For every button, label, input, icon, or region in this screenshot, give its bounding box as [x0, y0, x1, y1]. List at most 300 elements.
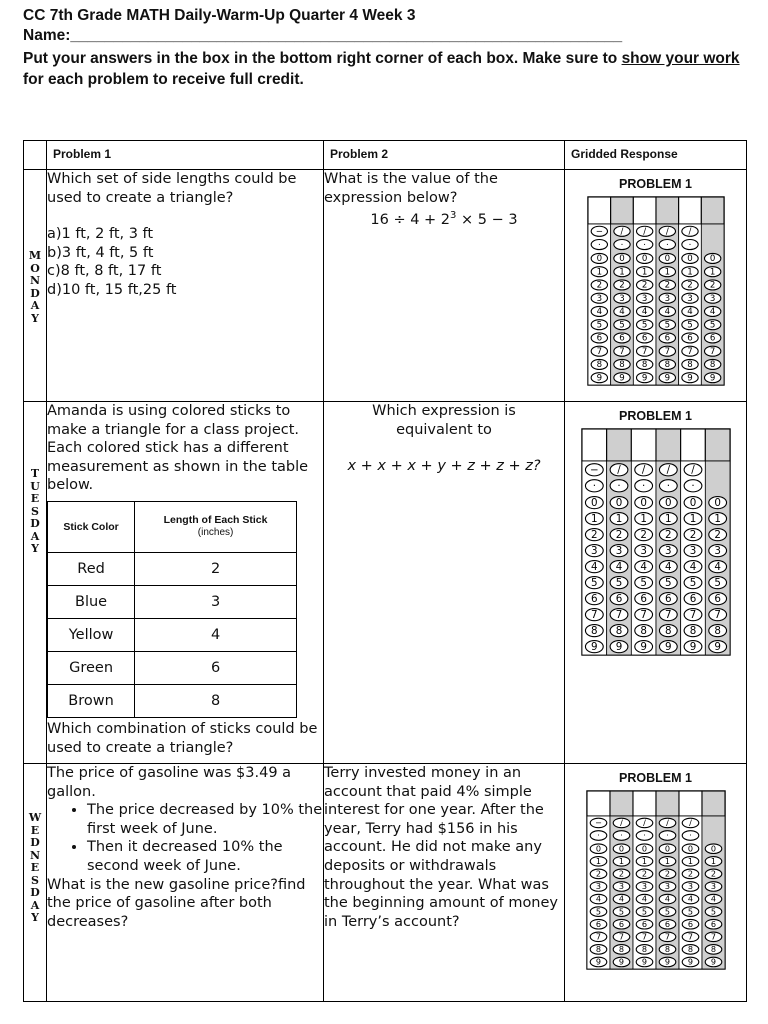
decimal-point-bubble[interactable] — [634, 480, 652, 492]
digit-bubble[interactable] — [585, 641, 603, 653]
decimal-point-bubble[interactable] — [659, 830, 676, 840]
digit-bubble[interactable] — [610, 609, 628, 621]
digit-bubble[interactable] — [585, 529, 603, 541]
digit-bubble[interactable] — [684, 641, 702, 653]
digit-bubble[interactable] — [659, 497, 677, 509]
wednesday-problem1 — [47, 764, 324, 1002]
digit-bubble[interactable] — [636, 306, 652, 317]
svg-text:6: 6 — [713, 592, 721, 605]
decimal-point-bubble[interactable] — [591, 240, 607, 251]
digit-bubble[interactable] — [682, 843, 699, 853]
digit-bubble[interactable] — [659, 881, 676, 891]
tuesday-p2-question: Which expression is equivalent to — [372, 403, 516, 438]
digit-bubble[interactable] — [708, 609, 726, 621]
digit-bubble[interactable] — [681, 280, 697, 291]
digit-bubble[interactable] — [636, 293, 652, 304]
digit-bubble[interactable] — [636, 267, 652, 278]
digit-bubble[interactable] — [585, 513, 603, 525]
svg-text:3: 3 — [687, 881, 693, 892]
digit-bubble[interactable] — [634, 513, 652, 525]
digit-bubble[interactable] — [682, 881, 699, 891]
svg-text:4: 4 — [664, 560, 672, 573]
digit-bubble[interactable] — [681, 373, 697, 384]
digit-bubble[interactable] — [708, 641, 726, 653]
svg-text:9: 9 — [639, 640, 647, 653]
svg-text:2: 2 — [686, 280, 693, 291]
svg-text:9: 9 — [689, 640, 696, 653]
negative-sign-bubble[interactable] — [585, 464, 603, 476]
svg-text:8: 8 — [664, 360, 670, 371]
digit-bubble[interactable] — [585, 545, 603, 557]
digit-bubble[interactable] — [682, 894, 699, 904]
monday-answer-grid[interactable] — [587, 196, 725, 386]
svg-text:9: 9 — [664, 956, 670, 967]
svg-text:9: 9 — [641, 373, 647, 384]
digit-bubble[interactable] — [590, 944, 607, 954]
answer-entry-box[interactable] — [678, 197, 701, 224]
digit-bubble[interactable] — [590, 869, 607, 879]
digit-bubble[interactable] — [659, 267, 675, 278]
digit-bubble[interactable] — [613, 894, 630, 904]
stick-length: 4 — [135, 618, 297, 651]
digit-bubble[interactable] — [684, 513, 702, 525]
digit-bubble[interactable] — [591, 306, 607, 317]
digit-bubble[interactable] — [708, 593, 726, 605]
fraction-bar-bubble[interactable] — [610, 464, 628, 476]
svg-text:4: 4 — [709, 307, 715, 318]
digit-bubble[interactable] — [684, 545, 702, 557]
decimal-point-bubble[interactable] — [590, 830, 607, 840]
digit-bubble[interactable] — [591, 333, 607, 344]
digit-bubble[interactable] — [634, 529, 652, 541]
decimal-point-bubble[interactable] — [585, 480, 603, 492]
digit-bubble[interactable] — [590, 931, 607, 941]
digit-bubble[interactable] — [636, 881, 653, 891]
answer-entry-box[interactable] — [606, 429, 631, 461]
digit-bubble[interactable] — [636, 253, 652, 264]
digit-bubble[interactable] — [585, 609, 603, 621]
digit-bubble[interactable] — [705, 919, 722, 929]
digit-bubble[interactable] — [704, 267, 720, 278]
digit-bubble[interactable] — [610, 545, 628, 557]
svg-text:9: 9 — [686, 373, 693, 384]
answer-entry-box[interactable] — [680, 429, 705, 461]
digit-bubble[interactable] — [636, 333, 652, 344]
digit-bubble[interactable] — [636, 869, 653, 879]
svg-text:2: 2 — [664, 280, 670, 291]
digit-bubble[interactable] — [681, 320, 697, 331]
digit-bubble[interactable] — [659, 293, 675, 304]
svg-text:3: 3 — [686, 293, 693, 304]
day-letter: S — [31, 873, 39, 887]
digit-bubble[interactable] — [708, 513, 726, 525]
day-letter: N — [29, 274, 41, 287]
digit-bubble[interactable] — [704, 280, 720, 291]
digit-bubble[interactable] — [705, 843, 722, 853]
digit-bubble[interactable] — [636, 280, 652, 291]
digit-bubble[interactable] — [585, 497, 603, 509]
digit-bubble[interactable] — [613, 944, 630, 954]
decimal-point-bubble[interactable] — [659, 480, 677, 492]
digit-bubble[interactable] — [659, 333, 675, 344]
digit-bubble[interactable] — [659, 931, 676, 941]
digit-bubble[interactable] — [636, 856, 653, 866]
answer-entry-box[interactable] — [679, 791, 702, 816]
digit-bubble[interactable] — [659, 513, 677, 525]
digit-bubble[interactable] — [659, 545, 677, 557]
digit-bubble[interactable] — [704, 333, 720, 344]
digit-bubble[interactable] — [610, 593, 628, 605]
svg-text:2: 2 — [710, 868, 716, 879]
digit-bubble[interactable] — [708, 497, 726, 509]
digit-bubble[interactable] — [636, 957, 653, 967]
svg-text:4: 4 — [687, 893, 693, 904]
digit-bubble[interactable] — [659, 593, 677, 605]
digit-bubble[interactable] — [659, 843, 676, 853]
svg-text:4: 4 — [686, 307, 693, 318]
digit-bubble[interactable] — [682, 856, 699, 866]
digit-bubble[interactable] — [704, 373, 720, 384]
digit-bubble[interactable] — [636, 944, 653, 954]
digit-bubble[interactable] — [659, 609, 677, 621]
day-letter: D — [30, 517, 40, 530]
table-row — [48, 618, 297, 651]
digit-bubble[interactable] — [613, 869, 630, 879]
svg-text:6: 6 — [639, 592, 647, 605]
fraction-bar-bubble[interactable] — [636, 818, 653, 828]
digit-bubble[interactable] — [590, 856, 607, 866]
digit-bubble[interactable] — [613, 906, 630, 916]
digit-bubble[interactable] — [613, 280, 629, 291]
digit-bubble[interactable] — [610, 641, 628, 653]
digit-bubble[interactable] — [708, 529, 726, 541]
digit-bubble[interactable] — [634, 577, 652, 589]
digit-bubble[interactable] — [613, 881, 630, 891]
svg-text:/: / — [690, 464, 695, 477]
digit-bubble[interactable] — [613, 333, 629, 344]
fraction-bar-bubble[interactable] — [613, 226, 629, 237]
digit-bubble[interactable] — [590, 919, 607, 929]
digit-bubble[interactable] — [705, 856, 722, 866]
svg-text:4: 4 — [590, 560, 598, 573]
digit-bubble[interactable] — [634, 545, 652, 557]
digit-bubble[interactable] — [636, 320, 652, 331]
digit-bubble[interactable] — [705, 931, 722, 941]
decimal-point-bubble[interactable] — [636, 240, 652, 251]
digit-bubble[interactable] — [708, 561, 726, 573]
list-item: • The price decreased by 10% the first week of June. — [87, 801, 323, 838]
answer-entry-box[interactable] — [656, 197, 679, 224]
decimal-point-bubble[interactable] — [681, 240, 697, 251]
digit-bubble[interactable] — [591, 346, 607, 357]
svg-text:7: 7 — [641, 931, 647, 942]
negative-sign-bubble[interactable] — [591, 226, 607, 237]
answer-entry-box[interactable] — [633, 791, 656, 816]
answer-entry-box[interactable] — [610, 197, 633, 224]
stick-length-unit: (inches) — [197, 527, 234, 539]
digit-bubble[interactable] — [610, 497, 628, 509]
digit-bubble[interactable] — [636, 346, 652, 357]
digit-bubble[interactable] — [613, 931, 630, 941]
digit-bubble[interactable] — [659, 320, 675, 331]
digit-bubble[interactable] — [704, 346, 720, 357]
digit-bubble[interactable] — [704, 253, 720, 264]
digit-bubble[interactable] — [659, 894, 676, 904]
digit-bubble[interactable] — [659, 529, 677, 541]
svg-text:8: 8 — [615, 624, 622, 637]
digit-bubble[interactable] — [634, 593, 652, 605]
answer-entry-box[interactable] — [610, 791, 633, 816]
digit-bubble[interactable] — [684, 529, 702, 541]
digit-bubble[interactable] — [636, 359, 652, 370]
decimal-point-bubble[interactable] — [610, 480, 628, 492]
fraction-bar-bubble[interactable] — [659, 464, 677, 476]
svg-text:1: 1 — [689, 512, 696, 525]
decimal-point-bubble[interactable] — [636, 830, 653, 840]
monday-p1-option-d: d)10 ft, 15 ft,25 ft — [47, 281, 177, 298]
day-letter: U — [30, 479, 40, 493]
svg-text:2: 2 — [664, 528, 672, 541]
digit-bubble[interactable] — [659, 944, 676, 954]
answer-entry-box[interactable] — [587, 791, 610, 816]
fraction-bar-bubble[interactable] — [684, 464, 702, 476]
digit-bubble[interactable] — [613, 306, 629, 317]
tuesday-answer-grid[interactable] — [581, 428, 731, 656]
digit-bubble[interactable] — [591, 359, 607, 370]
digit-bubble[interactable] — [634, 641, 652, 653]
digit-bubble[interactable] — [684, 593, 702, 605]
digit-bubble[interactable] — [634, 561, 652, 573]
digit-bubble[interactable] — [636, 373, 652, 384]
worksheet-header — [23, 6, 748, 90]
decimal-point-bubble[interactable] — [613, 240, 629, 251]
digit-bubble[interactable] — [682, 919, 699, 929]
svg-text:9: 9 — [618, 956, 624, 967]
digit-bubble[interactable] — [591, 373, 607, 384]
digit-bubble[interactable] — [682, 957, 699, 967]
digit-bubble[interactable] — [610, 577, 628, 589]
svg-text:3: 3 — [709, 293, 715, 304]
digit-bubble[interactable] — [636, 894, 653, 904]
digit-bubble[interactable] — [613, 919, 630, 929]
fraction-bar-bubble[interactable] — [613, 818, 630, 828]
digit-bubble[interactable] — [636, 906, 653, 916]
digit-bubble[interactable] — [591, 280, 607, 291]
digit-bubble[interactable] — [610, 529, 628, 541]
digit-bubble[interactable] — [705, 957, 722, 967]
digit-bubble[interactable] — [684, 497, 702, 509]
fraction-bar-bubble[interactable] — [634, 464, 652, 476]
svg-text:8: 8 — [639, 624, 647, 637]
digit-bubble[interactable] — [610, 561, 628, 573]
digit-bubble[interactable] — [591, 267, 607, 278]
digit-bubble[interactable] — [613, 957, 630, 967]
digit-bubble[interactable] — [681, 293, 697, 304]
digit-bubble[interactable] — [705, 869, 722, 879]
digit-bubble[interactable] — [704, 306, 720, 317]
svg-text:−: − — [594, 817, 602, 828]
digit-bubble[interactable] — [681, 359, 697, 370]
svg-text:9: 9 — [590, 640, 598, 653]
digit-bubble[interactable] — [591, 320, 607, 331]
digit-bubble[interactable] — [613, 267, 629, 278]
fraction-bar-bubble[interactable] — [681, 226, 697, 237]
digit-bubble[interactable] — [613, 359, 629, 370]
wednesday-answer-grid[interactable] — [586, 790, 726, 970]
digit-bubble[interactable] — [681, 333, 697, 344]
digit-bubble[interactable] — [585, 625, 603, 637]
digit-bubble[interactable] — [705, 894, 722, 904]
digit-bubble[interactable] — [591, 293, 607, 304]
monday-gridded-response — [565, 170, 747, 402]
fraction-bar-bubble[interactable] — [682, 818, 699, 828]
digit-bubble[interactable] — [659, 561, 677, 573]
answer-entry-box[interactable] — [705, 429, 730, 461]
digit-bubble[interactable] — [682, 869, 699, 879]
digit-bubble[interactable] — [634, 625, 652, 637]
digit-bubble[interactable] — [585, 577, 603, 589]
digit-bubble[interactable] — [708, 625, 726, 637]
digit-bubble[interactable] — [684, 625, 702, 637]
digit-bubble[interactable] — [636, 919, 653, 929]
digit-bubble[interactable] — [613, 293, 629, 304]
digit-bubble[interactable] — [610, 513, 628, 525]
svg-text:8: 8 — [687, 944, 693, 955]
digit-bubble[interactable] — [659, 919, 676, 929]
digit-bubble[interactable] — [590, 894, 607, 904]
fraction-bar-bubble[interactable] — [659, 226, 675, 237]
digit-bubble[interactable] — [590, 906, 607, 916]
answer-entry-box[interactable] — [702, 791, 725, 816]
digit-bubble[interactable] — [704, 359, 720, 370]
answer-entry-box[interactable] — [588, 197, 611, 224]
digit-bubble[interactable] — [681, 253, 697, 264]
table-row — [48, 651, 297, 684]
digit-bubble[interactable] — [682, 944, 699, 954]
digit-bubble[interactable] — [659, 869, 676, 879]
digit-bubble[interactable] — [613, 346, 629, 357]
digit-bubble[interactable] — [682, 931, 699, 941]
decimal-point-bubble[interactable] — [659, 240, 675, 251]
digit-bubble[interactable] — [659, 373, 675, 384]
digit-bubble[interactable] — [613, 373, 629, 384]
svg-text:·: · — [690, 480, 695, 493]
digit-bubble[interactable] — [659, 306, 675, 317]
answer-entry-box[interactable] — [656, 429, 681, 461]
digit-bubble[interactable] — [634, 609, 652, 621]
digit-bubble[interactable] — [659, 253, 675, 264]
answer-entry-box[interactable] — [656, 791, 679, 816]
svg-text:9: 9 — [710, 956, 716, 967]
digit-bubble[interactable] — [705, 944, 722, 954]
svg-text:7: 7 — [596, 346, 602, 357]
digit-bubble[interactable] — [659, 957, 676, 967]
svg-text:6: 6 — [595, 918, 601, 929]
digit-bubble[interactable] — [659, 359, 675, 370]
digit-bubble[interactable] — [681, 346, 697, 357]
svg-text:7: 7 — [689, 608, 696, 621]
digit-bubble[interactable] — [634, 497, 652, 509]
digit-bubble[interactable] — [682, 906, 699, 916]
name-line[interactable]: Name:________________________________________________________________ — [23, 27, 623, 44]
digit-bubble[interactable] — [636, 843, 653, 853]
digit-bubble[interactable] — [659, 856, 676, 866]
stick-color: Red — [48, 552, 135, 585]
svg-text:/: / — [666, 464, 670, 477]
digit-bubble[interactable] — [659, 641, 677, 653]
svg-text:3: 3 — [618, 881, 624, 892]
svg-text:0: 0 — [664, 496, 672, 509]
digit-bubble[interactable] — [684, 561, 702, 573]
svg-text:7: 7 — [615, 608, 622, 621]
answer-entry-box[interactable] — [633, 197, 656, 224]
decimal-point-bubble[interactable] — [682, 830, 699, 840]
table-row — [48, 552, 297, 585]
svg-text:3: 3 — [596, 293, 602, 304]
digit-bubble[interactable] — [681, 267, 697, 278]
digit-bubble[interactable] — [585, 593, 603, 605]
digit-bubble[interactable] — [590, 843, 607, 853]
decimal-point-bubble[interactable] — [613, 830, 630, 840]
digit-bubble[interactable] — [613, 253, 629, 264]
digit-bubble[interactable] — [681, 306, 697, 317]
column-header-row — [24, 141, 747, 170]
svg-text:0: 0 — [618, 254, 625, 265]
digit-bubble[interactable] — [591, 253, 607, 264]
digit-bubble[interactable] — [613, 320, 629, 331]
decimal-point-bubble[interactable] — [684, 480, 702, 492]
digit-bubble[interactable] — [659, 577, 677, 589]
digit-bubble[interactable] — [610, 625, 628, 637]
digit-bubble[interactable] — [659, 346, 675, 357]
fraction-bar-bubble[interactable] — [659, 818, 676, 828]
svg-text:/: / — [616, 464, 621, 477]
fraction-bar-bubble[interactable] — [636, 226, 652, 237]
digit-bubble[interactable] — [705, 906, 722, 916]
answer-entry-box[interactable] — [582, 429, 607, 461]
digit-bubble[interactable] — [659, 906, 676, 916]
digit-bubble[interactable] — [590, 881, 607, 891]
svg-text:5: 5 — [689, 576, 696, 589]
digit-bubble[interactable] — [708, 545, 726, 557]
svg-text:7: 7 — [641, 346, 647, 357]
digit-bubble[interactable] — [704, 293, 720, 304]
digit-bubble[interactable] — [684, 577, 702, 589]
digit-bubble[interactable] — [708, 577, 726, 589]
answer-entry-box[interactable] — [701, 197, 724, 224]
svg-text:0: 0 — [641, 843, 647, 854]
negative-sign-bubble[interactable] — [590, 818, 607, 828]
digit-bubble[interactable] — [705, 881, 722, 891]
digit-bubble[interactable] — [585, 561, 603, 573]
svg-text:1: 1 — [641, 855, 647, 866]
monday-problem1 — [47, 170, 324, 402]
stick-color: Brown — [48, 684, 135, 717]
svg-text:4: 4 — [641, 893, 647, 904]
digit-bubble[interactable] — [613, 856, 630, 866]
svg-text:0: 0 — [664, 843, 670, 854]
digit-bubble[interactable] — [590, 957, 607, 967]
digit-bubble[interactable] — [704, 320, 720, 331]
digit-bubble[interactable] — [684, 609, 702, 621]
digit-bubble[interactable] — [659, 280, 675, 291]
svg-text:·: · — [688, 240, 691, 251]
digit-bubble[interactable] — [636, 931, 653, 941]
digit-bubble[interactable] — [613, 843, 630, 853]
digit-bubble[interactable] — [659, 625, 677, 637]
answer-entry-box[interactable] — [631, 429, 656, 461]
monday-p1-question: Which set of side lengths could be used to create a triangle? — [47, 171, 297, 206]
